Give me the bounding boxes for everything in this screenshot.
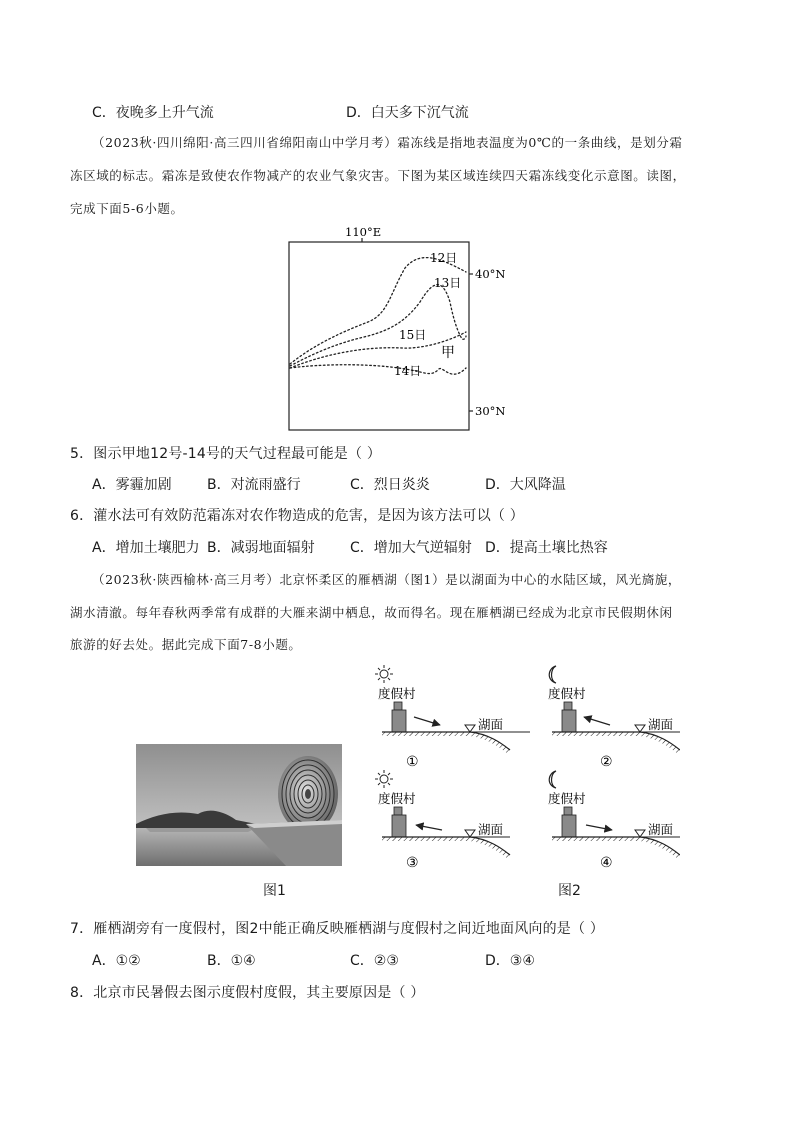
- panel-number-3: ③: [406, 855, 419, 871]
- lat-label-40: 40°N: [475, 267, 506, 281]
- moon-icon: [549, 666, 556, 683]
- q6-option-c: C．增加大气逆辐射: [350, 540, 472, 556]
- panel-number-4: ④: [600, 855, 613, 871]
- lake-label: 湖面: [648, 717, 674, 732]
- q5-option-d: D．大风降温: [485, 477, 566, 493]
- wind-direction-diagrams: [370, 662, 680, 872]
- sun-icon: [375, 770, 393, 788]
- frost-line-15: [290, 332, 466, 368]
- wind-panel-2: [548, 666, 680, 770]
- q6-option-a: A．增加土壤肥力: [92, 540, 200, 556]
- frost-line-14: [290, 365, 466, 374]
- q8-stem: 8．北京市民暑假去图示度假村度假，其主要原因是（ ）: [70, 985, 425, 1001]
- q7-option-c: C．②③: [350, 953, 399, 969]
- label-day14: 14日: [394, 364, 422, 378]
- map-frame: [289, 242, 469, 430]
- wind-arrow: [416, 825, 442, 830]
- intro2-line1: （2023秋·陕西榆林·高三月考）北京怀柔区的雁栖湖（图1）是以湖面为中心的水陆区域，风光旖旎，: [92, 572, 682, 587]
- label-day15: 15日: [399, 328, 427, 342]
- yanqi-lake-photo: [136, 744, 342, 866]
- q7-stem: 7．雁栖湖旁有一度假村，图2中能正确反映雁栖湖与度假村之间近地面风向的是（ ）: [70, 921, 605, 937]
- intro1-line2: 冻区域的标志。霜冻是致使农作物减产的农业气象灾害。下图为某区域连续四天霜冻线变化示意图。读图，: [70, 168, 686, 183]
- wind-panel-4: [548, 771, 680, 871]
- frost-line-12: [290, 258, 466, 364]
- frost-line-13: [290, 285, 466, 366]
- resort-label: 度假村: [378, 791, 416, 806]
- sun-icon: [375, 665, 393, 683]
- wind-arrow: [586, 825, 612, 830]
- moon-icon: [549, 771, 556, 788]
- lon-label: 110°E: [345, 225, 382, 239]
- q6-option-d: D．提高土壤比热容: [485, 540, 608, 556]
- panel-number-1: ①: [406, 754, 419, 770]
- wind-arrow: [414, 717, 440, 725]
- label-day13: 13日: [434, 276, 462, 290]
- wind-panel-3: [375, 770, 510, 871]
- lat-label-30: 30°N: [475, 404, 506, 418]
- resort-label: 度假村: [378, 686, 416, 701]
- lake-label: 湖面: [648, 822, 674, 837]
- resort-label: 度假村: [548, 686, 586, 701]
- q7-option-d: D．③④: [485, 953, 535, 969]
- q5-option-c: C．烈日炎炎: [350, 477, 430, 493]
- intro2-line3: 旅游的好去处。据此完成下面7-8小题。: [70, 637, 302, 652]
- q5-stem: 5．图示甲地12号-14号的天气过程最可能是（ ）: [70, 446, 382, 462]
- wind-panel-1: [375, 665, 530, 770]
- frost-line-map: [280, 222, 520, 434]
- q7-option-b: B．①④: [207, 953, 256, 969]
- intro1-line3: 完成下面5-6小题。: [70, 201, 184, 216]
- q6-stem: 6．灌水法可有效防范霜冻对农作物造成的危害，是因为该方法可以（ ）: [70, 508, 524, 524]
- q6-option-b: B．减弱地面辐射: [207, 540, 315, 556]
- panel-number-2: ②: [600, 754, 613, 770]
- label-day12: 12日: [430, 251, 458, 265]
- q7-option-a: A．①②: [92, 953, 141, 969]
- lake-label: 湖面: [478, 717, 504, 732]
- q4-option-d: D．白天多下沉气流: [346, 105, 469, 121]
- intro1-line1: （2023秋·四川绵阳·高三四川省绵阳南山中学月考）霜冻线是指地表温度为0℃的一条曲线，是划分霜: [92, 135, 683, 150]
- intro2-line2: 湖水清澈。每年春秋两季常有成群的大雁来湖中栖息，故而得名。现在雁栖湖已经成为北京市民假期休闲: [70, 605, 673, 620]
- figure2-caption: 图2: [558, 883, 581, 899]
- lake-label: 湖面: [478, 822, 504, 837]
- label-jia: 甲: [441, 345, 455, 361]
- q5-option-b: B．对流雨盛行: [207, 477, 301, 493]
- wind-arrow: [584, 717, 610, 725]
- q5-option-a: A．雾霾加剧: [92, 477, 172, 493]
- q4-option-c: C．夜晚多上升气流: [92, 105, 214, 121]
- figure1-caption: 图1: [263, 883, 286, 899]
- resort-label: 度假村: [548, 791, 586, 806]
